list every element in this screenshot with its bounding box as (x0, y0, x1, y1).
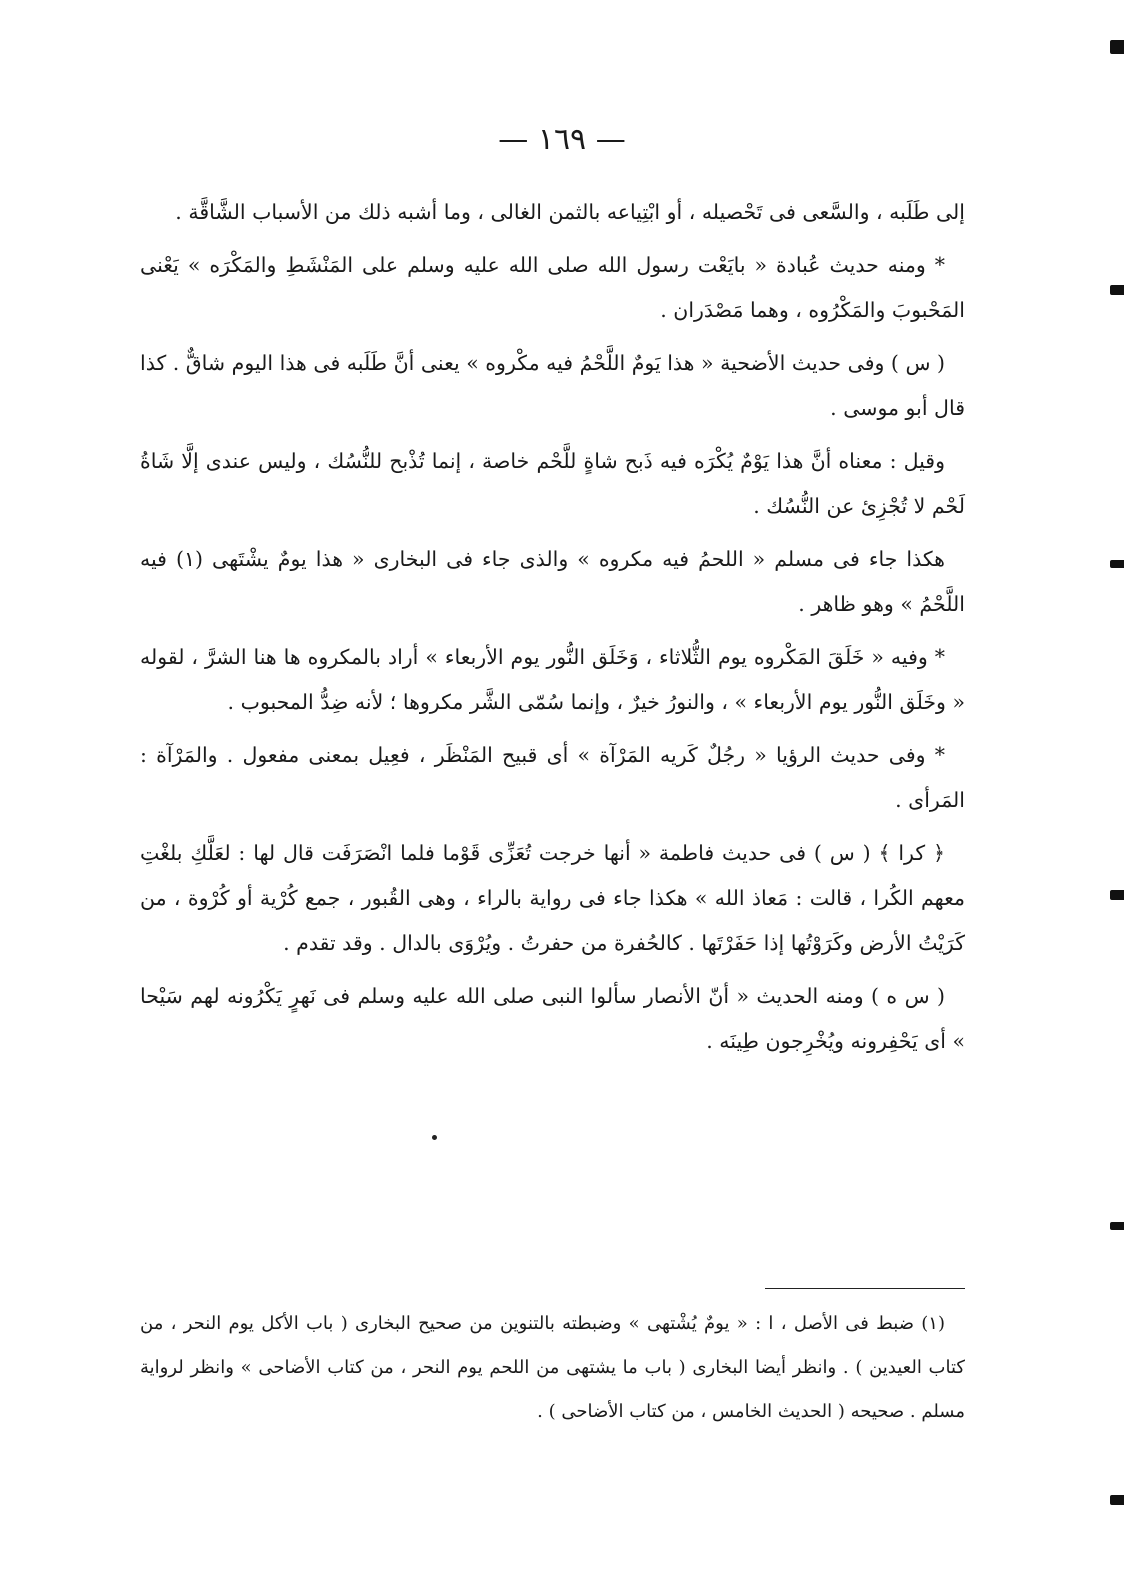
paragraph-6: * وفيه « خَلَقَ المَكْروه يوم الثُّلاثاء ، وَخَلَق النُّور يوم الأربعاء » أراد بالمكروه ها هنا الشرَّ ، لقوله « وخَلَق النُّور يوم الأربعاء » ، والنورُ خيرٌ ، وإنما سُمّى الشَّر مكروها ؛ لأنه ضِدُّ المحبوب . (140, 645, 965, 714)
scan-edge-mark (1110, 285, 1124, 295)
main-text (140, 190, 965, 1072)
paragraph-8: ﴿ كرا ﴾ ( س ) فى حديث فاطمة « أنها خرجت تُعَزِّى قَوْما فلما انْصَرَفَت قال لها : لعَلَّكِ بلغْتِ معهم الكُرا ، قالت : مَعاذ الله » هكذا جاء فى رواية بالراء ، وهى القُبور ، جمع كُرْية أو كُرْوة ، من كَرَيْتُ الأرض وكَرَوْتُها إذا حَفَرْتَها . كالحُفرة من حفرتُ . ويُرْوَى بالدال . وقد تقدم . (140, 841, 965, 955)
page-number: — ١٦٩ — (498, 122, 626, 157)
footnote-1: (١) ضبط فى الأصل ، ا : « يومٌ يُشْتهى » وضبطته بالتنوين من صحيح البخارى ( باب الأكل يوم النحر ، من كتاب العيدين ) . وانظر أيضا البخارى ( باب ما يشتهى من اللحم يوم النحر ، من كتاب الأضاحى » وانظر لرواية مسلم . صحيحه ( الحديث الخامس ، من كتاب الأضاحى ) . (140, 1313, 965, 1422)
footnotes (140, 1302, 965, 1434)
paragraph-5: هكذا جاء فى مسلم « اللحمُ فيه مكروه » والذى جاء فى البخارى « هذا يومٌ يشْتَهى (١) فيه اللَّحْمُ » وهو ظاهر . (140, 547, 965, 616)
scan-edge-mark (1110, 40, 1124, 54)
paragraph-9: ( س ه ) ومنه الحديث « أنّ الأنصار سألوا النبى صلى الله عليه وسلم فى نَهرٍ يَكْرُونه لهم سَيْحا » أى يَحْفِرونه ويُخْرِجون طِينَه . (140, 984, 965, 1053)
scan-edge-mark (1110, 890, 1124, 900)
paragraph-2: * ومنه حديث عُبادة « بايَعْت رسول الله صلى الله عليه وسلم على المَنْشَطِ والمَكْرَه » يَعْنى المَحْبوبَ والمَكْرُوه ، وهما مَصْدَران . (140, 253, 965, 322)
paragraph-4: وقيل : معناه أنَّ هذا يَوْمٌ يُكْرَه فيه ذَبح شاةٍ للَّحْم خاصة ، إنما تُذْبح للنُّسُك ، وليس عندى إلَّا شَاةُ لَحْم لا تُجْزِئ عن النُّسُك . (140, 449, 965, 518)
paragraph-7: * وفى حديث الرؤيا « رجُلٌ كَريه المَرْآة » أى قبيح المَنْظَر ، فعِيل بمعنى مفعول . والمَرْآة : المَرأى . (140, 743, 965, 812)
scan-edge-mark (1110, 560, 1124, 568)
scan-edge-mark (1110, 1222, 1124, 1230)
footnote-divider (765, 1288, 965, 1289)
scan-edge-mark (1110, 1495, 1124, 1505)
scan-speck (432, 1135, 437, 1140)
paragraph-3: ( س ) وفى حديث الأضحية « هذا يَومٌ اللَّحْمُ فيه مكْروه » يعنى أنَّ طَلَبه فى هذا اليوم شاقٌّ . كذا قال أبو موسى . (140, 351, 965, 420)
paragraph-1: إلى طَلَبه ، والسَّعى فى تَحْصيله ، أو ابْتِياعه بالثمن الغالى ، وما أشبه ذلك من الأسباب الشَّاقَّة . (175, 200, 965, 224)
